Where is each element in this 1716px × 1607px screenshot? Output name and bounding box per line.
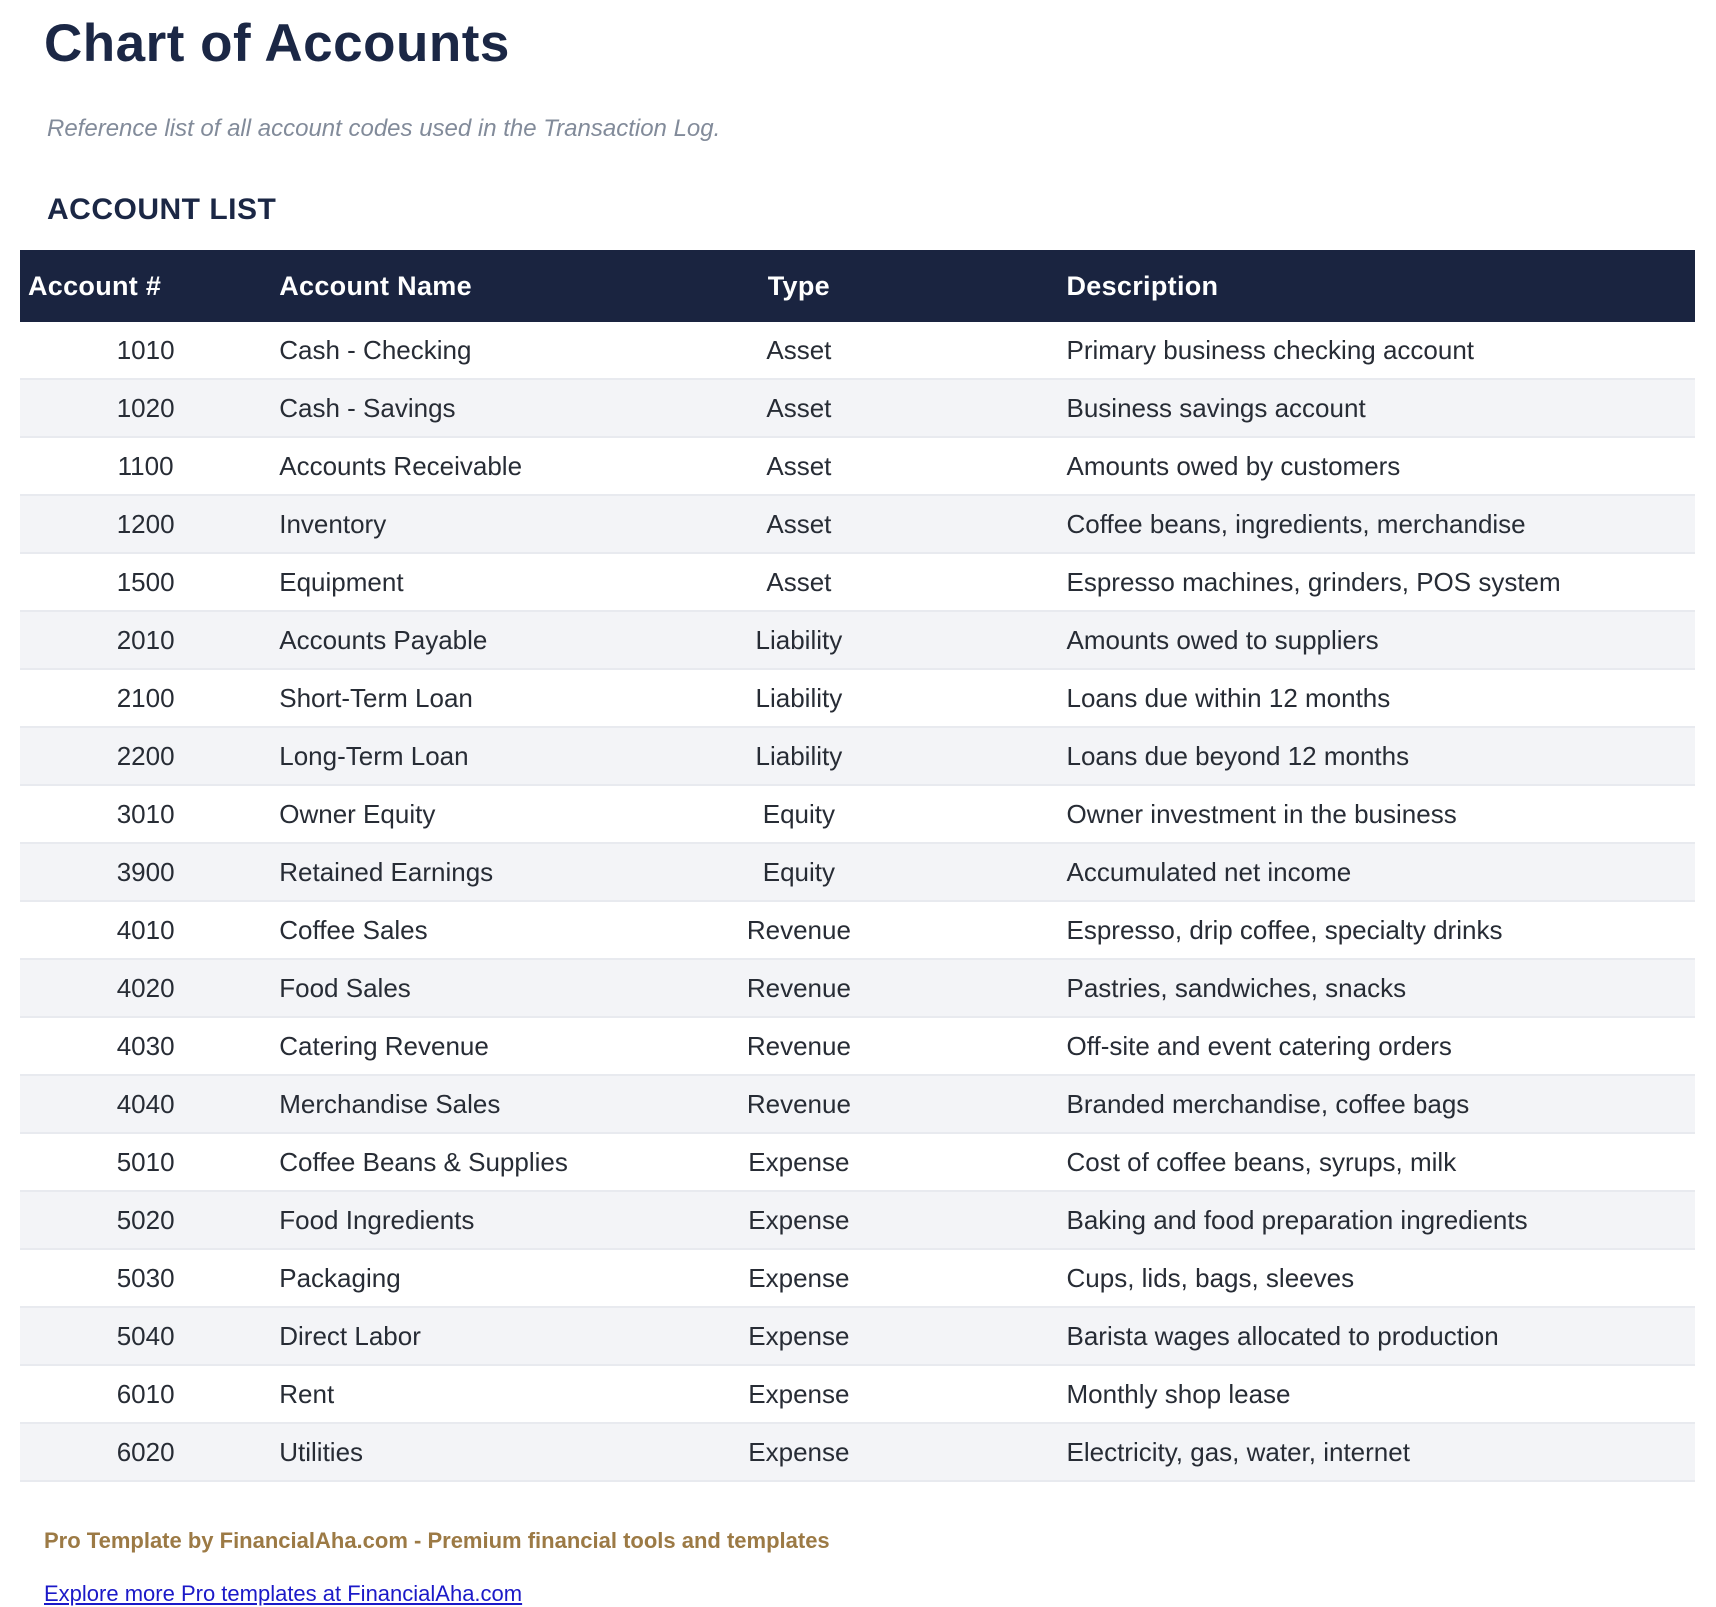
table-row: [20, 495, 1695, 553]
cell-account-name: Cash - Checking: [271, 322, 539, 379]
cell-account-name: Cash - Savings: [271, 379, 539, 437]
cell-account-name: Utilities: [271, 1423, 539, 1481]
page-title: Chart of Accounts: [44, 14, 510, 73]
cell-account-number: 6020: [20, 1423, 271, 1481]
cell-account-number: 1500: [20, 553, 271, 611]
section-title-account-list: ACCOUNT LIST: [47, 192, 277, 226]
cell-type: Liability: [539, 669, 1058, 727]
cell-type: Asset: [539, 379, 1058, 437]
cell-account-name: Food Ingredients: [271, 1191, 539, 1249]
cell-type: Liability: [539, 611, 1058, 669]
table-row: [20, 322, 1695, 379]
table-row: [20, 1075, 1695, 1133]
cell-type: Expense: [539, 1249, 1058, 1307]
table-row: [20, 1365, 1695, 1423]
cell-account-number: 3010: [20, 785, 271, 843]
cell-account-number: 4020: [20, 959, 271, 1017]
cell-description: Amounts owed to suppliers: [1059, 611, 1696, 669]
cell-type: Revenue: [539, 1017, 1058, 1075]
cell-description: Espresso machines, grinders, POS system: [1059, 553, 1696, 611]
cell-account-number: 4010: [20, 901, 271, 959]
cell-account-number: 1100: [20, 437, 271, 495]
cell-account-number: 5020: [20, 1191, 271, 1249]
cell-description: Monthly shop lease: [1059, 1365, 1696, 1423]
cell-account-name: Coffee Sales: [271, 901, 539, 959]
cell-description: Branded merchandise, coffee bags: [1059, 1075, 1696, 1133]
account-table: [20, 250, 1695, 1482]
account-table-body: [20, 322, 1695, 1481]
cell-account-name: Owner Equity: [271, 785, 539, 843]
account-table-header: [20, 250, 1695, 322]
cell-description: Owner investment in the business: [1059, 785, 1696, 843]
cell-type: Asset: [539, 553, 1058, 611]
cell-account-number: 5040: [20, 1307, 271, 1365]
cell-type: Expense: [539, 1423, 1058, 1481]
cell-type: Asset: [539, 437, 1058, 495]
header-row: [20, 250, 1695, 322]
table-row: [20, 1423, 1695, 1481]
cell-description: Amounts owed by customers: [1059, 437, 1696, 495]
cell-type: Expense: [539, 1191, 1058, 1249]
cell-description: Barista wages allocated to production: [1059, 1307, 1696, 1365]
cell-account-number: 4040: [20, 1075, 271, 1133]
cell-description: Baking and food preparation ingredients: [1059, 1191, 1696, 1249]
cell-account-number: 5030: [20, 1249, 271, 1307]
cell-account-name: Catering Revenue: [271, 1017, 539, 1075]
table-row: [20, 785, 1695, 843]
cell-account-number: 1200: [20, 495, 271, 553]
cell-account-name: Packaging: [271, 1249, 539, 1307]
table-row: [20, 1191, 1695, 1249]
cell-type: Equity: [539, 843, 1058, 901]
table-row: [20, 1017, 1695, 1075]
cell-type: Expense: [539, 1365, 1058, 1423]
cell-description: Off-site and event catering orders: [1059, 1017, 1696, 1075]
cell-account-number: 5010: [20, 1133, 271, 1191]
footer-link-row: [44, 1581, 1696, 1607]
cell-account-number: 1010: [20, 322, 271, 379]
cell-description: Loans due beyond 12 months: [1059, 727, 1696, 785]
cell-account-name: Accounts Payable: [271, 611, 539, 669]
table-row: [20, 379, 1695, 437]
cell-account-number: 2200: [20, 727, 271, 785]
table-row: [20, 553, 1695, 611]
table-row: [20, 727, 1695, 785]
cell-description: Business savings account: [1059, 379, 1696, 437]
page-subtitle: Reference list of all account codes used in the Transaction Log.: [47, 114, 721, 142]
cell-account-name: Accounts Receivable: [271, 437, 539, 495]
cell-type: Expense: [539, 1307, 1058, 1365]
cell-account-number: 2100: [20, 669, 271, 727]
cell-type: Expense: [539, 1133, 1058, 1191]
cell-description: Cups, lids, bags, sleeves: [1059, 1249, 1696, 1307]
cell-type: Revenue: [539, 901, 1058, 959]
column-header-description: Description: [1059, 250, 1696, 322]
table-row: [20, 843, 1695, 901]
cell-description: Cost of coffee beans, syrups, milk: [1059, 1133, 1696, 1191]
cell-account-name: Food Sales: [271, 959, 539, 1017]
footer-explore-link[interactable]: Explore more Pro templates at FinancialAha.com: [44, 1580, 523, 1606]
table-row: [20, 437, 1695, 495]
cell-account-number: 2010: [20, 611, 271, 669]
table-row: [20, 901, 1695, 959]
cell-account-number: 1020: [20, 379, 271, 437]
cell-description: Accumulated net income: [1059, 843, 1696, 901]
footer-branding: Pro Template by FinancialAha.com - Premium financial tools and templates: [44, 1527, 830, 1553]
table-row: [20, 959, 1695, 1017]
cell-account-name: Merchandise Sales: [271, 1075, 539, 1133]
cell-account-name: Inventory: [271, 495, 539, 553]
cell-description: Coffee beans, ingredients, merchandise: [1059, 495, 1696, 553]
cell-type: Asset: [539, 322, 1058, 379]
cell-description: Electricity, gas, water, internet: [1059, 1423, 1696, 1481]
cell-type: Liability: [539, 727, 1058, 785]
column-header-type: Type: [539, 250, 1058, 322]
cell-account-number: 6010: [20, 1365, 271, 1423]
cell-account-number: 3900: [20, 843, 271, 901]
table-row: [20, 611, 1695, 669]
table-row: [20, 1307, 1695, 1365]
cell-type: Revenue: [539, 1075, 1058, 1133]
cell-type: Asset: [539, 495, 1058, 553]
column-header-account-name: Account Name: [271, 250, 539, 322]
cell-account-name: Long-Term Loan: [271, 727, 539, 785]
cell-description: Pastries, sandwiches, snacks: [1059, 959, 1696, 1017]
cell-account-name: Short-Term Loan: [271, 669, 539, 727]
cell-account-number: 4030: [20, 1017, 271, 1075]
table-row: [20, 669, 1695, 727]
cell-account-name: Coffee Beans & Supplies: [271, 1133, 539, 1191]
table-row: [20, 1249, 1695, 1307]
cell-account-name: Rent: [271, 1365, 539, 1423]
cell-description: Primary business checking account: [1059, 322, 1696, 379]
cell-type: Revenue: [539, 959, 1058, 1017]
cell-type: Equity: [539, 785, 1058, 843]
cell-description: Loans due within 12 months: [1059, 669, 1696, 727]
cell-description: Espresso, drip coffee, specialty drinks: [1059, 901, 1696, 959]
cell-account-name: Retained Earnings: [271, 843, 539, 901]
table-row: [20, 1133, 1695, 1191]
column-header-account-number: Account #: [20, 250, 271, 322]
cell-account-name: Direct Labor: [271, 1307, 539, 1365]
cell-account-name: Equipment: [271, 553, 539, 611]
